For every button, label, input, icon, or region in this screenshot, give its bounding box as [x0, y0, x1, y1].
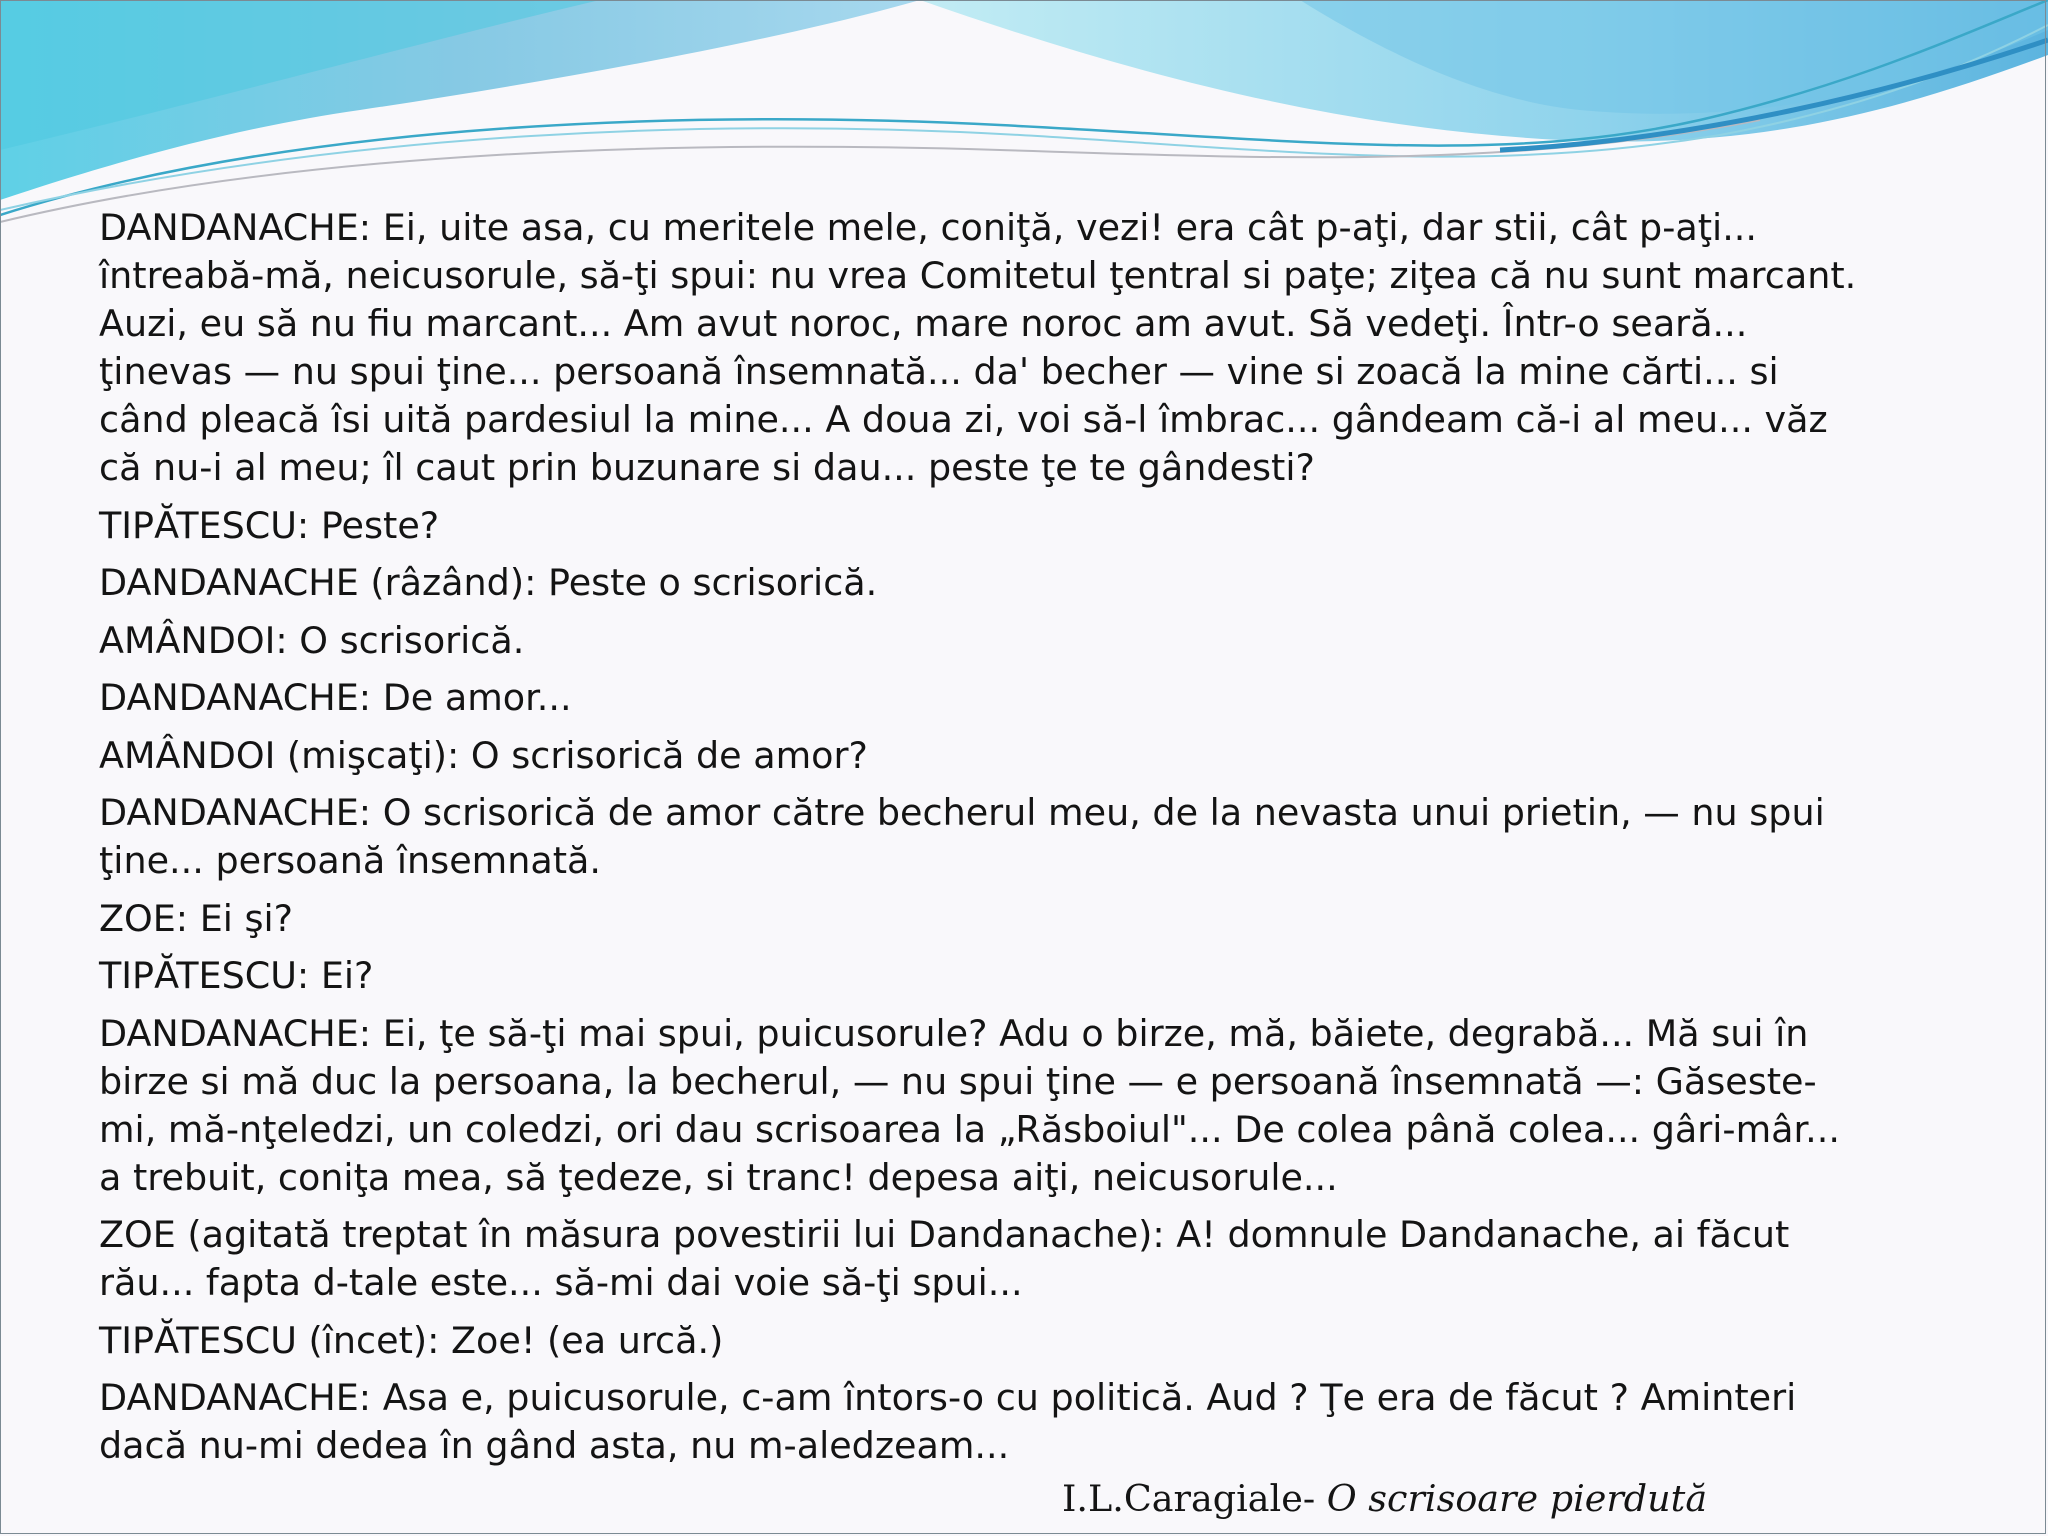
dialogue-line-dandanache — [99, 674, 2044, 722]
text-line: că nu-i al meu; îl caut prin buzunare si dau... peste ţe te gândesti? — [99, 446, 1315, 489]
text-line: întreabă-mă, neicusorule, să-ţi spui: nu vrea Comitetul ţentral si paţe; ziţea că nu sunt marcant. — [99, 254, 1857, 297]
text-line: a trebuit, coniţa mea, să ţedeze, si tranc! depesa aiţi, neicusorule... — [99, 1155, 1338, 1199]
text-line: DANDANACHE (râzând): Peste o scrisorică. — [99, 561, 878, 604]
text-line: Auzi, eu să nu fiu marcant... Am avut noroc, mare noroc am avut. Să vedeţi. Într-o seară... — [99, 302, 1748, 345]
text-line: DANDANACHE: Asa e, puicusorule, c-am întors-o cu politică. Aud ? Ţe era de făcut ? Aminteri — [99, 1376, 1797, 1419]
text-line: mi, mă-nţeledzi, un coledzi, ori dau scrisoarea la „Răsboiul"... De colea până colea... gâri-mâr... — [99, 1107, 1840, 1151]
source-citation — [1062, 1475, 1707, 1523]
dialogue-line-zoe — [99, 1211, 2044, 1307]
text-line: DANDANACHE: Ei, uite asa, cu meritele mele, coniţă, vezi! era cât p-aţi, dar stii, cât p-aţi... — [99, 206, 1758, 249]
text-line: rău... fapta d-tale este... să-mi dai voie să-ţi spui... — [99, 1261, 1023, 1304]
text-line: ZOE (agitată treptat în măsura povestirii lui Dandanache): A! domnule Dandanache, ai făcut — [99, 1213, 1790, 1256]
dialogue-line-dandanache — [99, 1374, 2044, 1470]
text-line: ţine... persoană însemnată. — [99, 839, 601, 882]
text-line: birze si mă duc la persoana, la becherul, — nu spui ţine — e persoană însemnată —: Găseste- — [99, 1059, 1817, 1103]
dialogue-line-dandanache — [99, 789, 2044, 885]
citation-author: I.L.Caragiale- — [1062, 1477, 1327, 1520]
text-line: AMÂNDOI (mişcaţi): O scrisorică de amor? — [99, 733, 868, 777]
dialogue-line-amandoi — [99, 732, 2044, 780]
text-line: dacă nu-mi dedea în gând asta, nu m-aledzeam... — [99, 1424, 1010, 1467]
dialogue-line-tipatescu — [99, 1317, 2044, 1365]
dialogue-line-tipatescu — [99, 502, 2044, 550]
dialogue-line-zoe — [99, 895, 2044, 943]
dialogue-line-dandanache — [99, 559, 2044, 607]
text-line: când pleacă îsi uită pardesiul la mine... A doua zi, voi să-l îmbrac... gândeam că-i al meu... văz — [99, 398, 1828, 441]
citation-title: O scrisoare pierdută — [1326, 1477, 1708, 1520]
text-line: DANDANACHE: De amor... — [99, 676, 572, 719]
text-line: DANDANACHE: Ei, ţe să-ţi mai spui, puicusorule? Adu o birze, mă, băiete, degrabă... Mă sui în — [99, 1011, 1809, 1055]
text-line: TIPĂTESCU (încet): Zoe! (ea urcă.) — [99, 1318, 724, 1362]
text-line: TIPĂTESCU: Peste? — [99, 503, 440, 547]
dialogue-line-tipatescu — [99, 952, 2044, 1000]
dialogue-line-dandanache — [99, 1010, 2044, 1202]
text-line: DANDANACHE: O scrisorică de amor către becherul meu, de la nevasta unui prietin, — nu spui — [99, 791, 1825, 834]
text-line: TIPĂTESCU: Ei? — [99, 954, 374, 997]
text-line: ţinevas — nu spui ţine... persoană însemnată... da' becher — vine si zoacă la mine cărti... si — [99, 350, 1779, 393]
text-line: AMÂNDOI: O scrisorică. — [99, 618, 525, 662]
dialogue-line-amandoi — [99, 617, 2044, 665]
dialogue-excerpt — [99, 204, 2044, 1480]
text-line: ZOE: Ei şi? — [99, 896, 294, 940]
dialogue-line-dandanache — [99, 204, 2044, 492]
